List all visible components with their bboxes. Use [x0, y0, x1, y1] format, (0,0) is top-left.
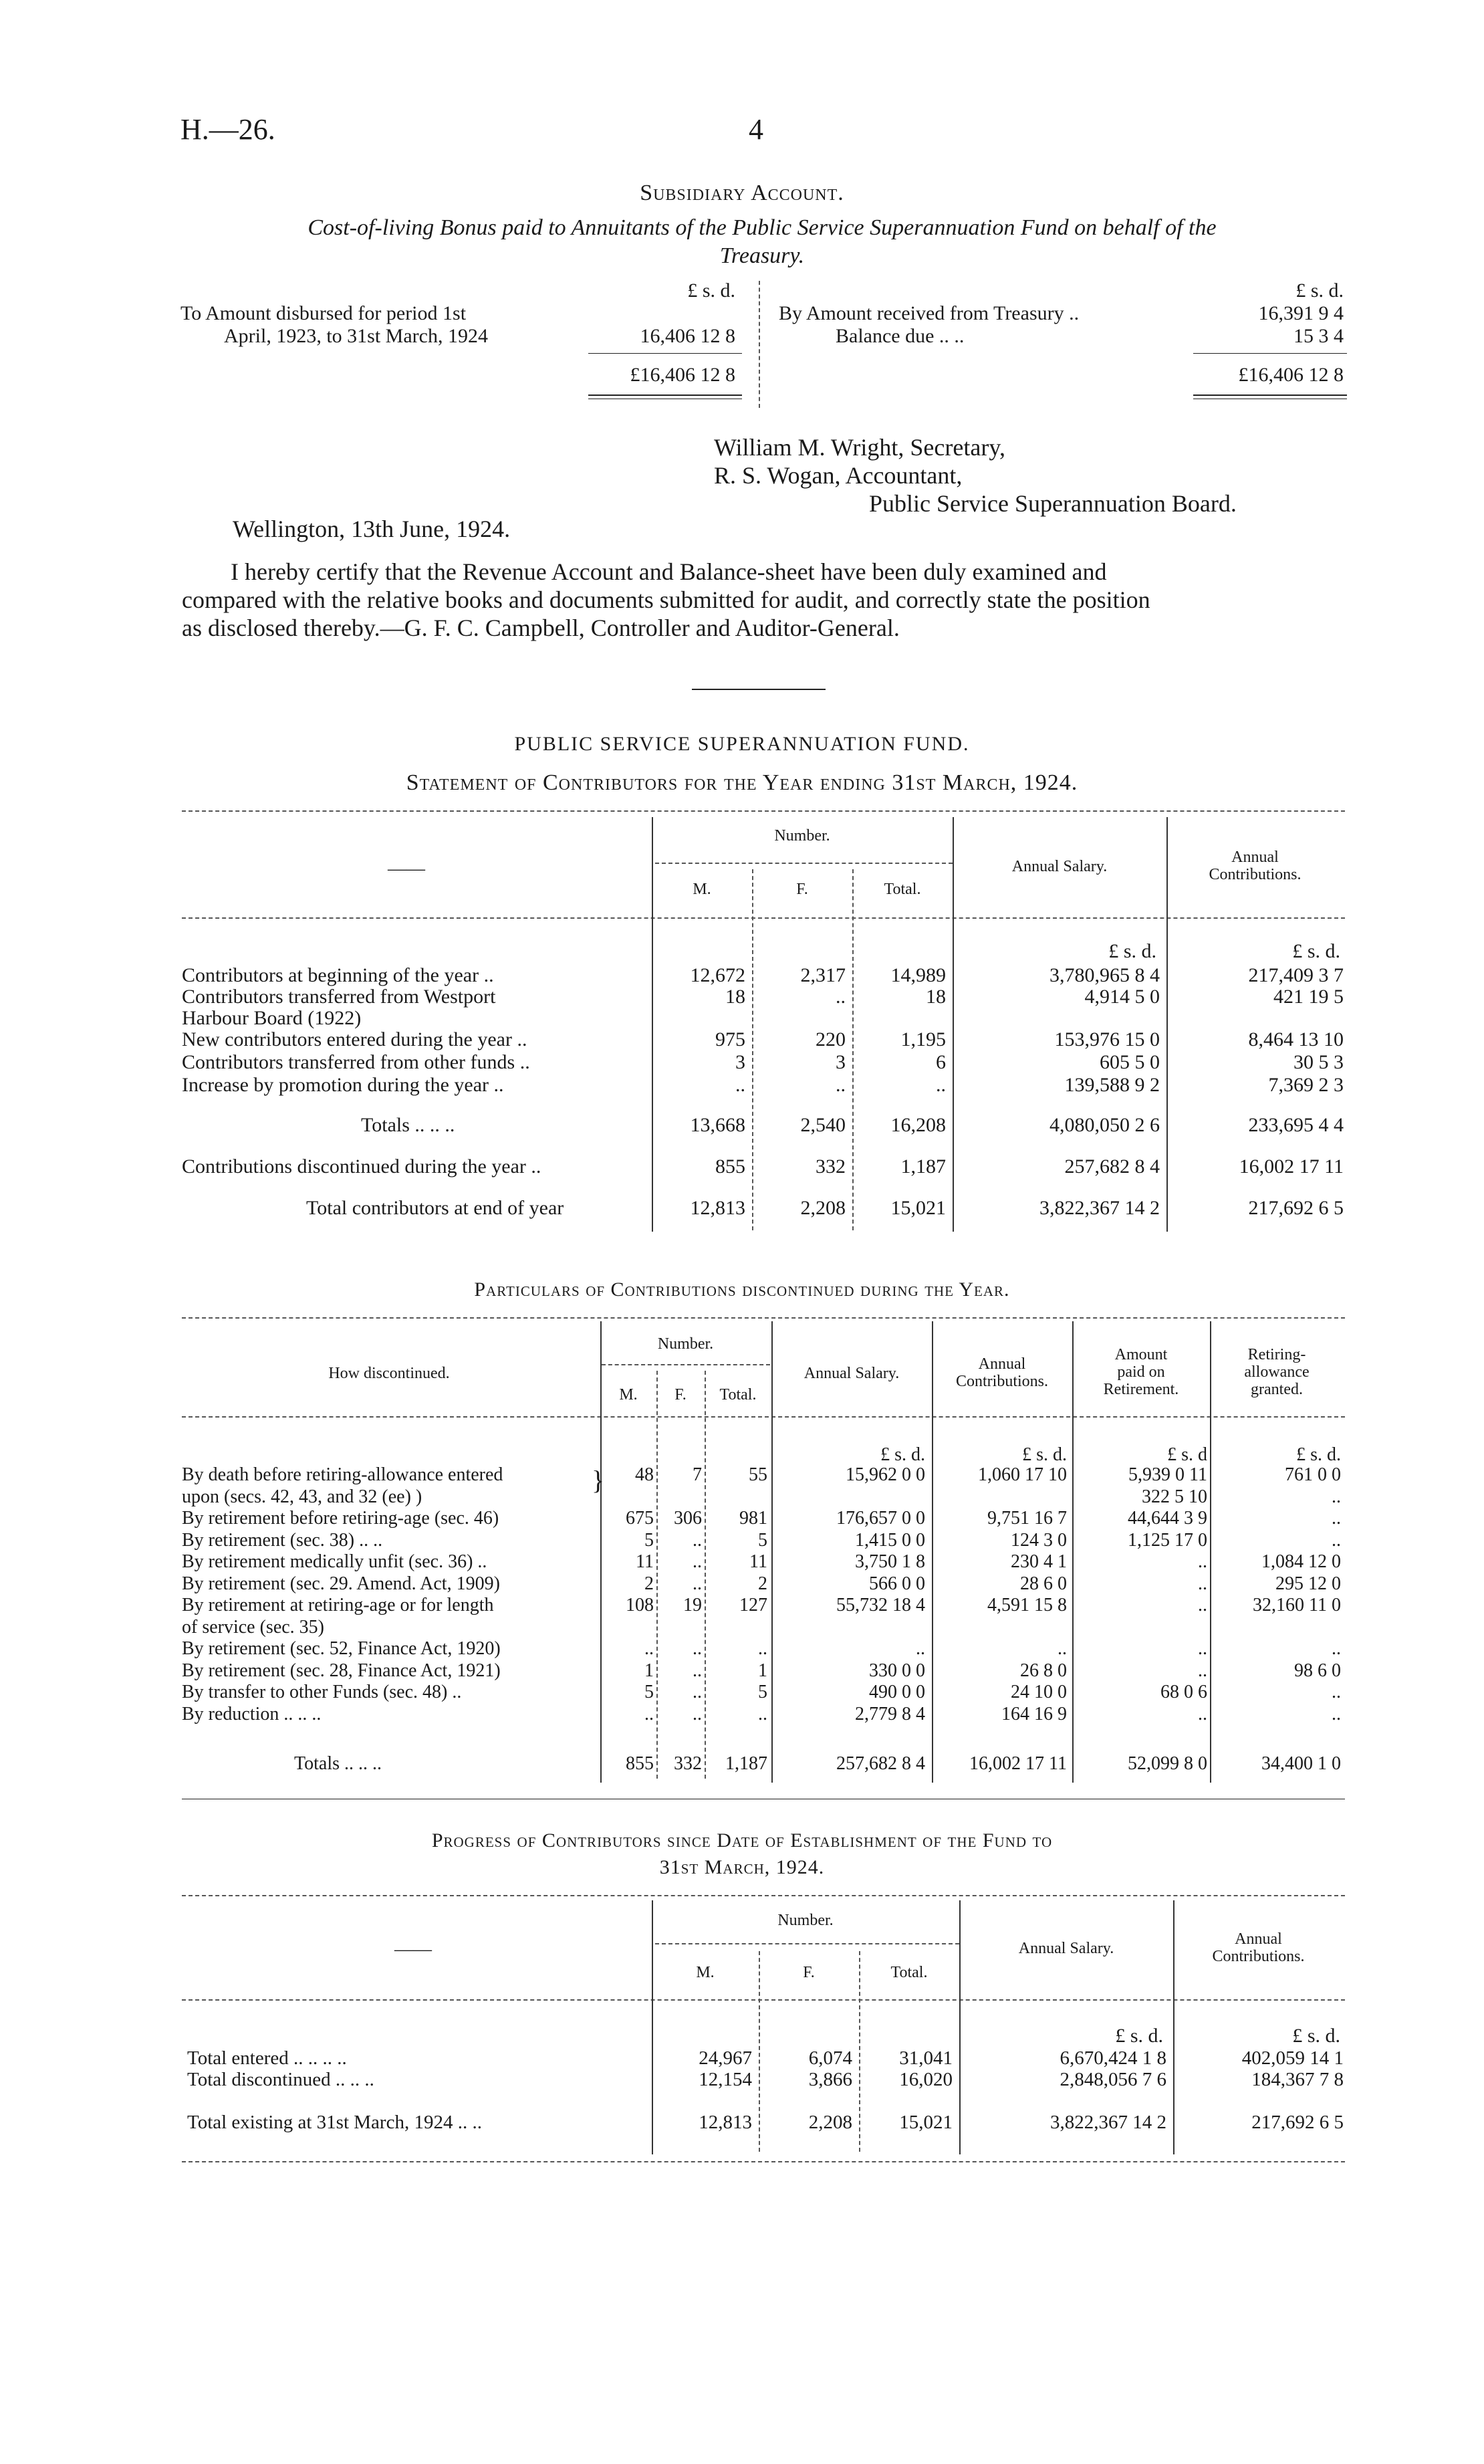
particulars-row-label: By death before retiring-allowance entered: [182, 1464, 503, 1485]
particulars-row-contributions: 124 3 0: [1011, 1529, 1067, 1551]
progress-total-m: 12,813: [699, 2112, 752, 2133]
particulars-header-contrib-2: Contributions.: [955, 1373, 1048, 1390]
particulars-row-salary: 1,415 0 0: [855, 1529, 925, 1551]
particulars-row-label: By transfer to other Funds (sec. 48) ..: [182, 1682, 462, 1702]
statement-totals-contributions: 233,695 4 4: [1248, 1114, 1344, 1136]
particulars-currency-retiring: £ s. d.: [1296, 1444, 1341, 1465]
statement-row-m: 3: [735, 1051, 745, 1073]
particulars-row-label: upon (secs. 42, 43, and 32 (ee) ): [182, 1486, 422, 1507]
statement-end-total: 15,021: [890, 1197, 946, 1219]
progress-header-salary: Annual Salary.: [1018, 1940, 1114, 1957]
subsidiary-right-line1: By Amount received from Treasury ..: [779, 302, 1080, 324]
progress-title-line2: 31st March, 1924.: [659, 1856, 825, 1878]
particulars-totals-retiring: 34,400 1 0: [1261, 1753, 1341, 1774]
certification-line1: I hereby certify that the Revenue Account and Balance-sheet have been duly examined and: [231, 558, 1107, 585]
particulars-row-retiring: ..: [1332, 1529, 1341, 1551]
fund-title: PUBLIC SERVICE SUPERANNUATION FUND.: [514, 733, 970, 755]
particulars-row-f: ..: [693, 1682, 702, 1702]
statement-row-label: Contributors transferred from Westport: [182, 986, 496, 1008]
particulars-row-label: By retirement at retiring-age or for length: [182, 1595, 494, 1615]
particulars-title: Particulars of Contributions discontinued during the Year.: [474, 1278, 1010, 1301]
progress-row-contributions: 402,059 14 1: [1241, 2047, 1344, 2069]
particulars-row-amount: ..: [1198, 1551, 1207, 1572]
statement-row-m: 12,672: [690, 964, 745, 986]
certification-line2: compared with the relative books and documents submitted for audit, and correctly state the position: [182, 586, 1150, 613]
statement-row-total: 18: [926, 986, 946, 1008]
statement-discontinued-m: 855: [715, 1155, 745, 1178]
particulars-header-salary: Annual Salary.: [803, 1365, 900, 1382]
particulars-row-salary: 330 0 0: [869, 1660, 925, 1681]
particulars-row-m: 108: [626, 1595, 654, 1615]
particulars-row-retiring: ..: [1332, 1508, 1341, 1529]
statement-totals-total: 16,208: [890, 1114, 946, 1136]
statement-row-m: ..: [735, 1074, 745, 1096]
particulars-header-retiring-1: Retiring-: [1247, 1346, 1306, 1363]
statement-row-contributions: 217,409 3 7: [1248, 964, 1344, 986]
statement-discontinued-total: 1,187: [900, 1155, 946, 1178]
particulars-row-retiring: 761 0 0: [1285, 1464, 1341, 1485]
particulars-row-label: of service (sec. 35): [182, 1616, 325, 1638]
progress-header-contrib-2: Contributions.: [1212, 1948, 1305, 1965]
statement-row-f: 220: [816, 1028, 846, 1050]
particulars-row-contributions: 9,751 16 7: [987, 1508, 1067, 1529]
particulars-row-label: By retirement (sec. 52, Finance Act, 1920): [182, 1638, 501, 1659]
particulars-row-retiring: ..: [1332, 1703, 1341, 1724]
particulars-row-f: ..: [693, 1551, 702, 1572]
particulars-totals-total: 1,187: [725, 1753, 767, 1774]
particulars-row-salary: 2,779 8 4: [855, 1703, 925, 1724]
statement-row-salary: 605 5 0: [1100, 1051, 1160, 1073]
progress-header-number: Number.: [777, 1912, 834, 1929]
particulars-row-contributions: ..: [1058, 1638, 1067, 1659]
particulars-row-f: ..: [693, 1660, 702, 1681]
particulars-row-contributions: 1,060 17 10: [978, 1464, 1067, 1485]
particulars-header-retiring-2: allowance: [1244, 1363, 1310, 1381]
statement-row-salary: 4,914 5 0: [1084, 986, 1160, 1008]
particulars-header-retiring-3: granted.: [1251, 1381, 1303, 1398]
statement-discontinued-salary: 257,682 8 4: [1064, 1155, 1160, 1178]
subsidiary-right-currency: £ s. d.: [1295, 279, 1344, 302]
particulars-header-amount-1: Amount: [1114, 1346, 1168, 1363]
statement-row-label: Increase by promotion during the year ..: [182, 1074, 504, 1096]
subsidiary-left-total: £16,406 12 8: [630, 364, 735, 386]
place-date: Wellington, 13th June, 1924.: [233, 516, 511, 542]
particulars-row-contributions: 4,591 15 8: [987, 1595, 1067, 1615]
particulars-row-retiring: ..: [1332, 1638, 1341, 1659]
statement-discontinued-contributions: 16,002 17 11: [1239, 1155, 1344, 1178]
particulars-row-amount: 5,939 0 11: [1128, 1464, 1207, 1485]
particulars-totals-f: 332: [674, 1753, 702, 1774]
progress-title-line1: Progress of Contributors since Date of Establishment of the Fund to: [431, 1829, 1053, 1852]
particulars-row-contributions: 24 10 0: [1011, 1682, 1067, 1702]
statement-currency-contrib: £ s. d.: [1292, 940, 1340, 962]
particulars-row-label: By retirement before retiring-age (sec. 46): [182, 1508, 499, 1529]
particulars-row-amount: 44,644 3 9: [1128, 1508, 1207, 1529]
subsidiary-right-total: £16,406 12 8: [1238, 364, 1344, 386]
signature-accountant: R. S. Wogan, Accountant,: [714, 462, 963, 489]
subsidiary-subtitle-line1: Cost-of-living Bonus paid to Annuitants of the Public Service Superannuation Fund on behalf of the: [307, 215, 1217, 240]
particulars-row-contributions: 164 16 9: [1001, 1703, 1067, 1724]
statement-header-salary: Annual Salary.: [1011, 858, 1108, 875]
statement-totals-m: 13,668: [690, 1114, 745, 1136]
particulars-row-retiring: 1,084 12 0: [1261, 1551, 1341, 1572]
statement-header-contrib-1: Annual: [1231, 849, 1279, 866]
statement-title: Statement of Contributors for the Year ending 31st March, 1924.: [406, 770, 1078, 795]
particulars-row-total: 2: [758, 1573, 767, 1594]
particulars-header-amount-3: Retirement.: [1103, 1381, 1179, 1398]
particulars-row-salary: 15,962 0 0: [846, 1464, 925, 1485]
particulars-row-label: By reduction .. .. ..: [182, 1703, 322, 1724]
subsidiary-left-line1: To Amount disbursed for period 1st: [180, 302, 467, 324]
particulars-row-salary: ..: [916, 1638, 925, 1659]
particulars-row-amount: ..: [1198, 1703, 1207, 1724]
particulars-row-total: 981: [739, 1508, 767, 1529]
particulars-row-salary: 566 0 0: [869, 1573, 925, 1594]
subsidiary-left-amount: 16,406 12 8: [640, 325, 735, 347]
statement-header-f: F.: [796, 881, 808, 898]
particulars-row-salary: 176,657 0 0: [836, 1508, 925, 1529]
statement-end-contributions: 217,692 6 5: [1248, 1197, 1344, 1219]
statement-end-salary: 3,822,367 14 2: [1039, 1197, 1160, 1219]
particulars-row-label: By retirement (sec. 38) .. ..: [182, 1529, 383, 1551]
particulars-currency-salary: £ s. d.: [880, 1444, 925, 1465]
progress-total-total: 15,021: [899, 2112, 953, 2133]
statement-row-contributions: 7,369 2 3: [1268, 1074, 1344, 1096]
particulars-row-total: ..: [758, 1703, 767, 1724]
page-number: 4: [749, 113, 763, 146]
statement-row-label: Contributors at beginning of the year ..: [182, 964, 494, 986]
progress-total-salary: 3,822,367 14 2: [1050, 2112, 1166, 2133]
statement-row-contributions: 30 5 3: [1293, 1051, 1344, 1073]
particulars-row-total: 1: [758, 1660, 767, 1681]
particulars-currency-contrib: £ s. d.: [1022, 1444, 1067, 1465]
particulars-row-salary: 3,750 1 8: [855, 1551, 925, 1572]
statement-row-label: Harbour Board (1922): [182, 1007, 362, 1029]
progress-row-f: 6,074: [808, 2047, 852, 2069]
particulars-row-amount: ..: [1198, 1595, 1207, 1615]
particulars-header-number: Number.: [657, 1335, 714, 1353]
particulars-row-m: 675: [626, 1508, 654, 1529]
statement-row-salary: 139,588 9 2: [1064, 1074, 1160, 1096]
statement-end-label: Total contributors at end of year: [306, 1197, 564, 1219]
progress-row-f: 3,866: [808, 2069, 852, 2090]
particulars-currency-amount: £ s. d: [1167, 1444, 1207, 1465]
progress-row-salary: 2,848,056 7 6: [1060, 2069, 1166, 2090]
subsidiary-left-line2: April, 1923, to 31st March, 1924: [224, 325, 488, 347]
progress-row-m: 12,154: [699, 2069, 752, 2090]
statement-totals-salary: 4,080,050 2 6: [1049, 1114, 1160, 1136]
particulars-row-retiring: 98 6 0: [1294, 1660, 1341, 1681]
particulars-header-amount-2: paid on: [1117, 1363, 1165, 1381]
progress-row-contributions: 184,367 7 8: [1251, 2069, 1344, 2090]
particulars-row-contributions: 26 8 0: [1020, 1660, 1067, 1681]
brace-icon: }: [592, 1465, 605, 1495]
subsidiary-right-line1-amount: 16,391 9 4: [1258, 302, 1344, 324]
statement-header-contrib-2: Contributions.: [1209, 866, 1302, 883]
statement-row-total: 6: [936, 1051, 946, 1073]
particulars-row-m: 5: [644, 1682, 654, 1702]
subsidiary-subtitle-line2: Treasury.: [719, 243, 805, 268]
statement-row-f: ..: [836, 1074, 846, 1096]
particulars-totals-amount: 52,099 8 0: [1128, 1753, 1207, 1774]
certification-line3: as disclosed thereby.—G. F. C. Campbell, Controller and Auditor-General.: [182, 614, 900, 641]
particulars-row-f: 306: [674, 1508, 702, 1529]
statement-row-salary: 3,780,965 8 4: [1049, 964, 1160, 986]
progress-row-salary: 6,670,424 1 8: [1060, 2047, 1166, 2069]
statement-totals-label: Totals .. .. ..: [361, 1114, 455, 1136]
particulars-row-amount: ..: [1198, 1573, 1207, 1594]
particulars-row-f: ..: [693, 1529, 702, 1551]
particulars-row-m: 2: [644, 1573, 654, 1594]
statement-header-dash: ——: [388, 859, 425, 879]
subsidiary-right-line2: Balance due .. ..: [836, 325, 965, 347]
particulars-row-total: 127: [739, 1595, 767, 1615]
progress-total-label: Total existing at 31st March, 1924 .. ..: [187, 2112, 482, 2133]
particulars-totals-salary: 257,682 8 4: [836, 1753, 925, 1774]
statement-row-f: 2,317: [800, 964, 846, 986]
particulars-row-amount: 322 5 10: [1142, 1486, 1207, 1507]
progress-row-total: 16,020: [899, 2069, 953, 2090]
particulars-row-m: 5: [644, 1529, 654, 1551]
progress-row-m: 24,967: [699, 2047, 752, 2069]
particulars-totals-contributions: 16,002 17 11: [969, 1753, 1067, 1774]
particulars-row-amount: 68 0 6: [1160, 1682, 1207, 1702]
progress-header-contrib-1: Annual: [1235, 1930, 1282, 1948]
particulars-row-amount: ..: [1198, 1660, 1207, 1681]
statement-row-contributions: 421 19 5: [1273, 986, 1344, 1008]
particulars-header-contrib-1: Annual: [978, 1355, 1026, 1373]
progress-total-f: 2,208: [808, 2112, 852, 2133]
statement-currency-salary: £ s. d.: [1108, 940, 1156, 962]
statement-end-f: 2,208: [800, 1197, 846, 1219]
particulars-row-m: ..: [644, 1703, 654, 1724]
particulars-row-amount: ..: [1198, 1638, 1207, 1659]
particulars-header-total: Total.: [719, 1386, 757, 1404]
progress-header-total: Total.: [890, 1964, 928, 1981]
statement-row-m: 975: [715, 1028, 745, 1050]
progress-row-total: 31,041: [899, 2047, 953, 2069]
particulars-row-m: 1: [644, 1660, 654, 1681]
statement-header-m: M.: [693, 881, 711, 898]
particulars-row-amount: 1,125 17 0: [1128, 1529, 1207, 1551]
particulars-header-how: How discontinued.: [328, 1365, 450, 1382]
particulars-row-f: ..: [693, 1703, 702, 1724]
particulars-row-total: 11: [749, 1551, 767, 1572]
signature-board: Public Service Superannuation Board.: [869, 490, 1237, 517]
particulars-row-total: 5: [758, 1682, 767, 1702]
statement-header-number: Number.: [774, 827, 830, 845]
particulars-row-salary: 490 0 0: [869, 1682, 925, 1702]
statement-row-f: ..: [836, 986, 846, 1008]
progress-header-m: M.: [696, 1964, 715, 1981]
particulars-row-total: ..: [758, 1638, 767, 1659]
particulars-row-contributions: 28 6 0: [1020, 1573, 1067, 1594]
statement-header-total: Total.: [884, 881, 921, 898]
statement-row-label: Contributors transferred from other funds ..: [182, 1051, 530, 1073]
statement-row-m: 18: [725, 986, 745, 1008]
particulars-totals-label: Totals .. .. ..: [294, 1753, 382, 1774]
progress-currency-salary: £ s. d.: [1115, 2025, 1163, 2047]
particulars-row-total: 5: [758, 1529, 767, 1551]
particulars-row-retiring: 32,160 11 0: [1253, 1595, 1341, 1615]
statement-row-total: 14,989: [890, 964, 946, 986]
progress-row-label: Total discontinued .. .. ..: [187, 2069, 374, 2090]
particulars-row-label: By retirement (sec. 28, Finance Act, 1921): [182, 1660, 501, 1681]
subsidiary-right-line2-amount: 15 3 4: [1293, 325, 1344, 347]
particulars-header-f: F.: [674, 1386, 687, 1404]
particulars-row-label: By retirement medically unfit (sec. 36) ..: [182, 1551, 487, 1572]
subsidiary-left-currency: £ s. d.: [687, 279, 735, 302]
statement-totals-f: 2,540: [800, 1114, 846, 1136]
signature-secretary: William M. Wright, Secretary,: [714, 434, 1005, 461]
subsidiary-heading: Subsidiary Account.: [640, 181, 844, 205]
particulars-row-retiring: ..: [1332, 1682, 1341, 1702]
particulars-row-label: By retirement (sec. 29. Amend. Act, 1909): [182, 1573, 500, 1594]
particulars-row-salary: 55,732 18 4: [836, 1595, 925, 1615]
progress-currency-contrib: £ s. d.: [1292, 2025, 1340, 2047]
progress-row-label: Total entered .. .. .. ..: [187, 2047, 347, 2069]
statement-row-f: 3: [836, 1051, 846, 1073]
statement-row-salary: 153,976 15 0: [1054, 1028, 1160, 1050]
particulars-row-m: ..: [644, 1638, 654, 1659]
particulars-row-f: 19: [683, 1595, 702, 1615]
progress-header-f: F.: [803, 1964, 815, 1981]
particulars-row-m: 48: [635, 1464, 654, 1485]
statement-end-m: 12,813: [690, 1197, 745, 1219]
statement-row-total: 1,195: [900, 1028, 946, 1050]
progress-header-dash: ——: [394, 1939, 432, 1960]
particulars-row-f: ..: [693, 1638, 702, 1659]
statement-row-contributions: 8,464 13 10: [1248, 1028, 1344, 1050]
statement-row-total: ..: [936, 1074, 946, 1096]
progress-total-contributions: 217,692 6 5: [1251, 2112, 1344, 2133]
particulars-header-m: M.: [619, 1386, 638, 1404]
particulars-row-f: ..: [693, 1573, 702, 1594]
particulars-totals-m: 855: [626, 1753, 654, 1774]
particulars-row-m: 11: [636, 1551, 654, 1572]
particulars-row-f: 7: [693, 1464, 702, 1485]
particulars-row-retiring: ..: [1332, 1486, 1341, 1507]
statement-discontinued-f: 332: [816, 1155, 846, 1178]
particulars-row-contributions: 230 4 1: [1011, 1551, 1067, 1572]
page-reference: H.—26.: [180, 113, 275, 146]
statement-row-label: New contributors entered during the year ..: [182, 1028, 527, 1050]
particulars-row-retiring: 295 12 0: [1275, 1573, 1341, 1594]
particulars-row-total: 55: [749, 1464, 767, 1485]
statement-discontinued-label: Contributions discontinued during the year ..: [182, 1155, 541, 1178]
